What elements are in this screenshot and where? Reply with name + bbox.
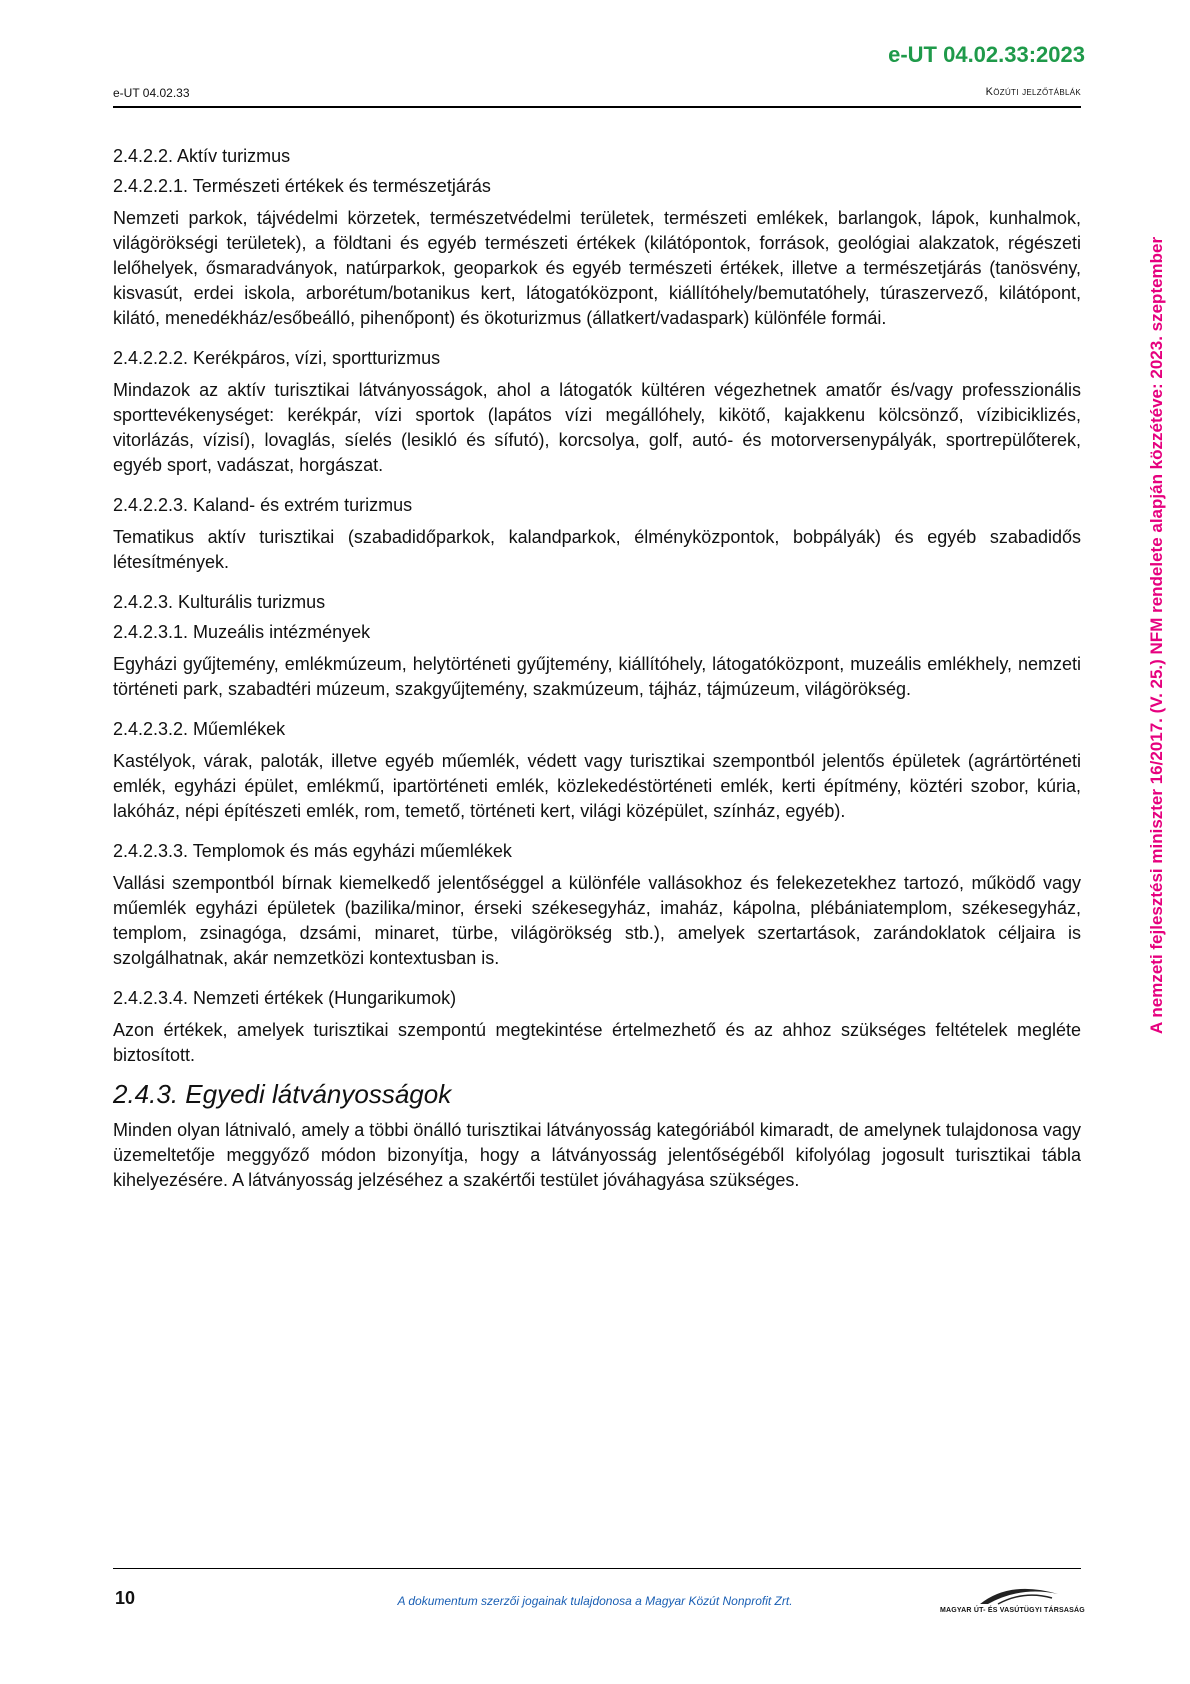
- section-paragraph: Tematikus aktív turisztikai (szabadidőparkok, kalandparkok, élményközpontok, bobpályák) és egyéb szabadidős létesítmények.: [113, 527, 1081, 572]
- page-number: 10: [115, 1588, 136, 1608]
- header-doc-id: e-UT 04.02.33: [113, 86, 190, 100]
- section-paragraph: Egyházi gyűjtemény, emlékmúzeum, helytörténeti gyűjtemény, kiállítóhely, látogatóközpont, muzeális emlékhely, nemzeti történeti park, szabadtéri múzeum, szakgyűjtemény, szakmúzeum, tájház, tájmúzeum, világörökség.: [113, 654, 1081, 699]
- subsection-heading: 2.4.3. Egyedi látványosságok: [113, 1079, 452, 1109]
- publisher-logo-text: MAGYAR ÚT- ÉS VASÚTÜGYI TÁRSASÁG: [940, 1607, 1085, 1614]
- page-header: [113, 84, 1081, 108]
- section-paragraph: Azon értékek, amelyek turisztikai szempontú megtekintése értelmezhető és az ahhoz szükséges feltételek megléte biztosított.: [113, 1020, 1081, 1065]
- section-paragraph: Nemzeti parkok, tájvédelmi körzetek, természetvédelmi területek, természeti emlékek, barlangok, lápok, kunhalmok, világörökségi területek), a földtani és egyéb természeti értékek (kilátópontok, források, geológiai alakzatok, régészeti lelőhelyek, ősmaradványok, natúrparkok, geoparkok és egyéb természeti értékek, illetve a természetjárás (tanösvény, kisvasút, erdei iskola, arborétum/botanikus kert, látogatóközpont, kiállítóhely/bemutatóhely, túraszervező, kilátópont, kilátó, menedékház/esőbeálló, pihenőpont) és ökoturizmus (állatkert/vadaspark) különféle formái.: [113, 208, 1081, 328]
- subsection-paragraph: Minden olyan látnivaló, amely a többi önálló turisztikai látványosság kategóriából kimaradt, de amelynek tulajdonosa vagy üzemeltetője meggyőző módon bizonyítja, hogy a látványosság jelentőségéből kifolyólag jogosult turisztikai tábla kihelyezésére. A látványosság jelzéséhez a szakértői testület jóváhagyása szükséges.: [113, 1120, 1081, 1190]
- header-doc-title: Közúti jelzőtáblák: [985, 86, 1081, 98]
- road-swoosh-icon: [940, 1584, 1080, 1606]
- section-heading: 2.4.2.3.3. Templomok és más egyházi műemlékek: [113, 841, 512, 861]
- section-heading: 2.4.2.3. Kulturális turizmus: [113, 592, 326, 612]
- copyright-notice: A dokumentum szerzői jogainak tulajdonosa a Magyar Közút Nonprofit Zrt.: [397, 1594, 793, 1608]
- footer-divider: [113, 1568, 1081, 1569]
- section-heading: 2.4.2.2.2. Kerékpáros, vízi, sportturizmus: [113, 348, 441, 368]
- section-heading: 2.4.2.3.4. Nemzeti értékek (Hungarikumok): [113, 988, 457, 1008]
- section-paragraph: Vallási szempontból bírnak kiemelkedő jelentőséggel a különféle vallásokhoz és felekezetekhez tartozó, működő vagy műemlék egyházi épületek (bazilika/minor, érseki székesegyház, imaház, kápolna, plébániatemplom, székesegyház, templom, zsinagóga, dzsámi, minaret, türbe, világörökség stb.), amelyek szertartások, zarándoklatok céljaira is szolgálhatnak, akár nemzetközi kontextusban is.: [113, 873, 1081, 968]
- document-code-stamp: e-UT 04.02.33:2023: [888, 42, 1085, 67]
- document-body: [113, 145, 1081, 1193]
- section-heading: 2.4.2.2. Aktív turizmus: [113, 146, 291, 166]
- section-paragraph: Mindazok az aktív turisztikai látványosságok, ahol a látogatók kültéren végezhetnek amatőr és/vagy professzionális sporttevékenységet: kerékpár, vízi sportok (lapátos vízi megállóhely, kikötő, kajakkenu kölcsönző, vízibiciklizés, vitorlázás, vízisí), lovaglás, síelés (lesikló és sífutó), korcsolya, golf, autó- és motorversenypályák, sportrepülőterek, egyéb sport, vadászat, horgászat.: [113, 380, 1081, 475]
- section-heading: 2.4.2.2.3. Kaland- és extrém turizmus: [113, 495, 413, 515]
- publication-side-note: A nemzeti fejlesztési miniszter 16/2017. (V. 25.) NFM rendelete alapján közzétéve: 2023. szeptember: [1147, 236, 1166, 1035]
- section-heading: 2.4.2.3.1. Muzeális intézmények: [113, 622, 371, 642]
- section-paragraph: Kastélyok, várak, paloták, illetve egyéb műemlék, védett vagy turisztikai szempontból jelentős épületek (agrártörténeti emlék, egyházi épület, emlékmű, ipartörténeti emlék, közlekedéstörténeti emlék, kerti építmény, köztéri szobor, kúria, lakóház, népi építészeti emlék, rom, temető, történeti kert, világi középület, színház, egyéb).: [113, 751, 1081, 821]
- section-heading: 2.4.2.2.1. Természeti értékek és természetjárás: [113, 176, 491, 196]
- publisher-logo: [940, 1584, 1085, 1614]
- section-heading: 2.4.2.3.2. Műemlékek: [113, 719, 286, 739]
